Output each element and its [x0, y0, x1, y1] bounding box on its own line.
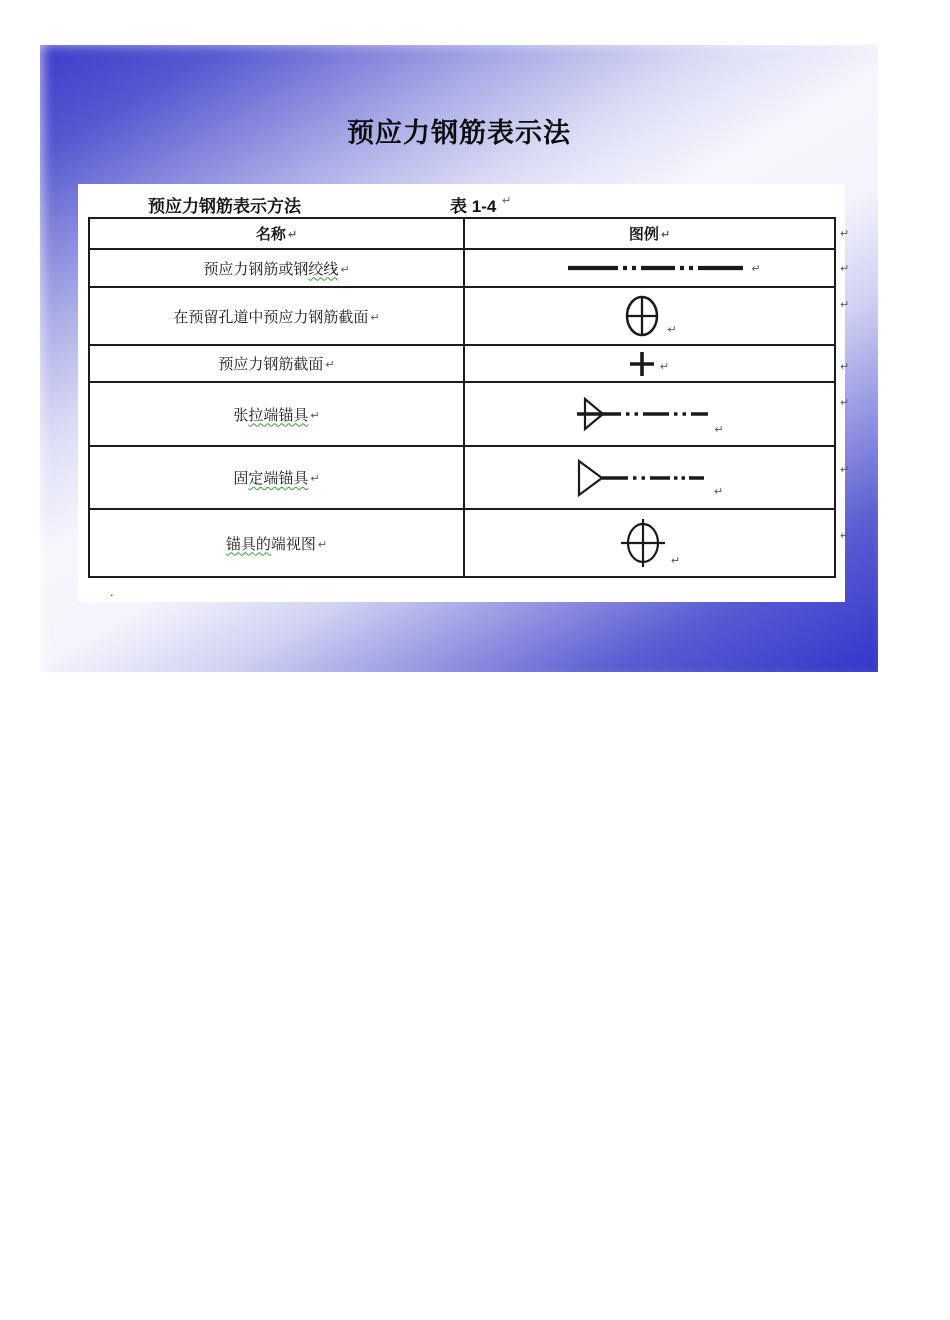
pilcrow-mark: ↵ — [370, 310, 380, 324]
row-label-fixed-anchor — [90, 447, 465, 510]
symbols-table — [88, 217, 836, 578]
row-label-bar-section — [90, 346, 465, 383]
bar-section-symbol — [630, 352, 654, 376]
pilcrow-mark: ↵ — [840, 396, 850, 409]
squiggle-text: 定端锚具 — [248, 470, 309, 487]
row-label-end-view — [90, 510, 465, 576]
pilcrow-mark: ↵ — [840, 262, 850, 275]
pilcrow-mark: ↵ — [502, 194, 512, 207]
pilcrow-mark: ↵ — [840, 360, 850, 373]
pilcrow-mark: ↵ — [713, 485, 724, 498]
pilcrow-mark: ↵ — [840, 298, 850, 311]
pilcrow-mark: ↵ — [840, 463, 850, 476]
row-label-text: 在预留孔道中预应力钢筋截面 — [173, 308, 369, 326]
row-label-text: 预应力钢筋或钢 — [203, 260, 309, 278]
row-label-tension-anchor — [90, 383, 465, 447]
row-legend-end-view — [465, 510, 834, 576]
header-legend-label: 图例 — [628, 226, 659, 243]
pilcrow-mark: ↵ — [714, 422, 724, 436]
row-legend-bar-section — [465, 346, 834, 383]
pilcrow-mark: ↵ — [670, 553, 681, 567]
row-label-text: 预应力钢筋截面 — [218, 356, 324, 373]
pilcrow-mark: ↵ — [659, 360, 670, 373]
row-legend-tension-anchor — [465, 383, 834, 447]
pilcrow-mark: ↵ — [340, 262, 350, 276]
fixed-anchor-symbol — [576, 458, 706, 498]
squiggle-text: 拉端锚具 — [248, 406, 309, 424]
row-label-text: 端视图 — [270, 535, 316, 553]
row-label-text: 固 — [233, 470, 249, 487]
pilcrow-mark: ↵ — [317, 537, 328, 551]
header-cell-name — [90, 219, 465, 250]
end-view-symbol — [619, 517, 667, 569]
pilcrow-mark: ↵ — [287, 228, 298, 241]
pilcrow-mark: ↵ — [660, 228, 671, 241]
row-label-strand — [90, 250, 465, 288]
header-name-label: 名称 — [255, 226, 286, 243]
pilcrow-mark: ↵ — [667, 322, 677, 336]
table-number: 表 1-4 — [450, 197, 497, 216]
strand-line-symbol — [568, 263, 743, 273]
duct-section-symbol — [622, 293, 662, 339]
header-cell-legend — [465, 219, 834, 250]
pilcrow-mark: ↵ — [751, 261, 761, 275]
pilcrow-mark: ↵ — [325, 358, 335, 371]
row-label-duct-section — [90, 288, 465, 346]
slide-background — [40, 45, 878, 672]
row-label-text: 张 — [233, 406, 249, 424]
tension-anchor-symbol — [575, 395, 710, 433]
pilcrow-mark: ↵ — [310, 472, 320, 485]
slide-title: 预应力钢筋表示法 — [347, 118, 571, 149]
pilcrow-mark: ↵ — [840, 529, 850, 542]
squiggle-text: 绞线 — [308, 260, 339, 278]
row-legend-duct-section — [465, 288, 834, 346]
pilcrow-mark: ↵ — [840, 227, 850, 240]
table-caption-row — [78, 190, 845, 216]
squiggle-text: 锚具的 — [225, 535, 271, 553]
row-legend-fixed-anchor — [465, 447, 834, 510]
trailing-dot-artifact: . — [110, 584, 114, 599]
row-legend-strand — [465, 250, 834, 288]
table-caption: 预应力钢筋表示方法 — [148, 197, 301, 216]
pilcrow-mark: ↵ — [310, 408, 320, 422]
table-panel — [78, 184, 850, 602]
